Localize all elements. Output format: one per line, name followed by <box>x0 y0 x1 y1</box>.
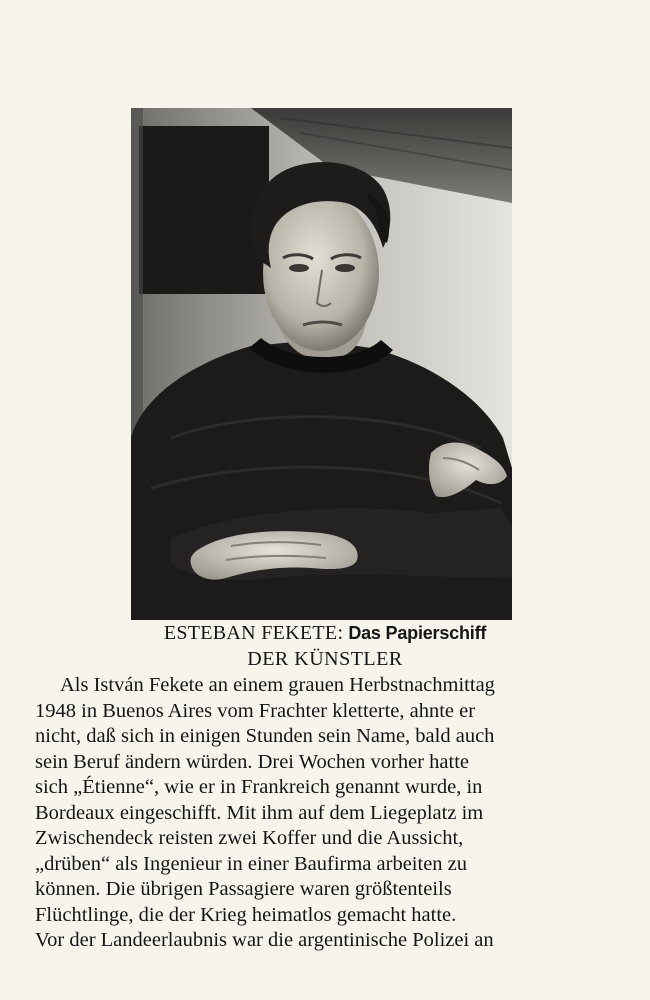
portrait-photo <box>131 108 512 620</box>
text-line: sich „Étienne“, wie er in Frankreich genannt wurde, in <box>35 776 483 798</box>
author-name: ESTEBAN FEKETE: <box>163 622 344 644</box>
text-line: „drüben“ als Ingenieur in einer Baufirma arbeiten zu <box>35 852 468 875</box>
text-line: Bordeaux eingeschifft. Mit ihm auf dem Liegeplatz im <box>35 801 484 824</box>
book-title: Das Papierschiff <box>348 623 487 643</box>
body-paragraph <box>35 673 625 954</box>
text-line: Zwischendeck reisten zwei Koffer und die Aussicht, <box>35 827 464 849</box>
text-line: nicht, daß sich in einigen Stunden sein Name, bald auch <box>35 725 495 747</box>
text-line: können. Die übrigen Passagiere waren größtenteils <box>35 878 452 900</box>
text-line: sein Beruf ändern würden. Drei Wochen vorher hatte <box>35 750 470 773</box>
author-and-title-heading <box>0 622 650 644</box>
text-line: Vor der Landeerlaubnis war die argentinische Polizei an <box>35 929 494 951</box>
chapter-title: DER KÜNSTLER <box>247 648 403 670</box>
text-line: 1948 in Buenos Aires vom Frachter kletterte, ahnte er <box>35 699 476 722</box>
text-line: Flüchtlinge, die der Krieg heimatlos gemacht hatte. <box>35 903 457 926</box>
portrait-photo-icon <box>131 108 512 620</box>
text-line: Als István Fekete an einem grauen Herbstnachmittag <box>60 674 495 696</box>
